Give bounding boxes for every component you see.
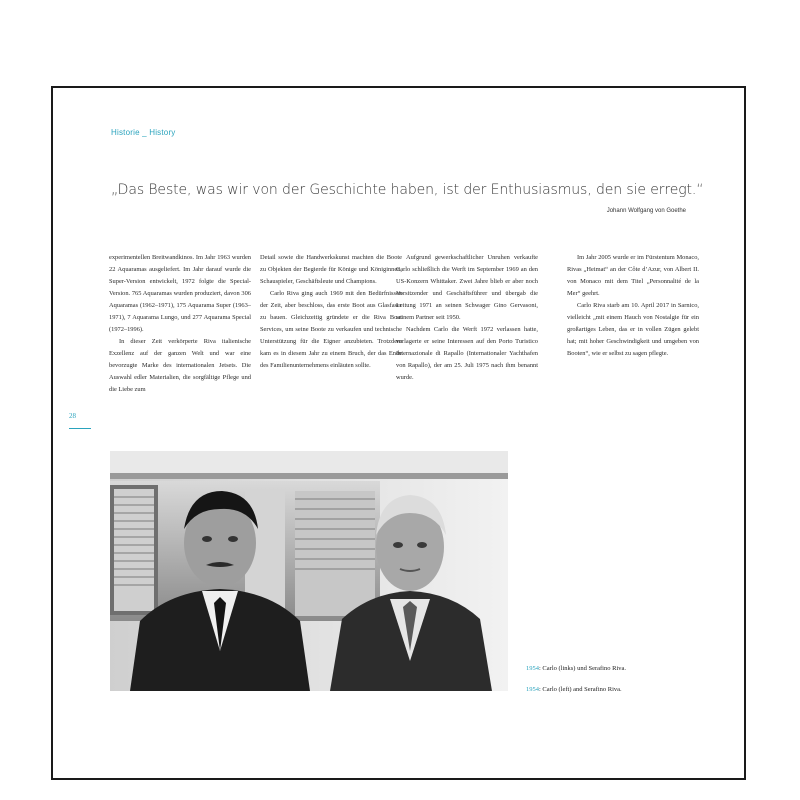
- caption-de: [526, 662, 646, 676]
- quote-author: Johann Wolfgang von Goethe: [606, 208, 686, 214]
- text-column-2: [260, 252, 402, 372]
- paragraph: Aufgrund gewerkschaftlicher Unruhen verkaufte Carlo schließlich die Werft im September 1969 an den US-Konzern Whittaker. Zwei Jahre blieb er aber noch Vorsitzender und Geschäftsführer und übergab die Leitung 1971 an seinen Schwager Gino Gervasoni, seinem Partner seit 1950.: [396, 254, 538, 321]
- paragraph: Detail sowie die Handwerkskunst machten die Boote zu Objekten der Begierde für Könige und Königinnen, Schauspieler, Geschäftsleute und Champions.: [260, 254, 402, 285]
- pull-quote: „Das Beste, was wir von der Geschichte haben, ist der Enthusiasmus, den sie erregt.“: [111, 182, 704, 198]
- page-number-rule: [69, 428, 91, 429]
- paragraph: Im Jahr 2005 wurde er im Fürstentum Monaco, Rivas „Heimat“ an der Côte d’Azur, von Albert II. von Monaco mit dem Titel „Personnalité de la Mer“ geehrt.: [567, 254, 699, 297]
- paragraph: In dieser Zeit verkörperte Riva italienische Exzellenz auf der ganzen Welt und war eine bevorzugte Marke des internationalen Jetsets. Die Auswahl edler Materialien, die sorgfältige Pflege und die Liebe zum: [109, 338, 251, 393]
- paragraph: Carlo Riva starb am 10. April 2017 in Sarnico, vielleicht „mit einem Hauch von Nostalgie für ein großartiges Leben, das er in vollen Zügen gelebt hat; mit hoher Geschwindigkeit und umgeben von Booten“, wie er selbst zu sagen pflegte.: [567, 302, 699, 357]
- text-column-3: [396, 252, 538, 384]
- document-page: [51, 86, 746, 780]
- paragraph: experimentellen Breitwandkinos. Im Jahr 1963 wurden 22 Aquaramas ausgeliefert. Im Jahr darauf wurde die Super-Version entwickelt, 1972 folgte die Special-Version. 765 Aquaramas wurden produziert, davon 306 Aquaramas (1962–1971), 175 Aquarama Super (1963–1971), 7 Aquarama Lungo, und 277 Aquarama Special (1972–1996).: [109, 254, 251, 333]
- caption-text: : Carlo (links) und Serafino Riva.: [539, 665, 627, 672]
- caption-en: [526, 683, 646, 697]
- text-column-4: [567, 252, 699, 360]
- caption-year: 1954: [526, 665, 539, 672]
- caption-year: 1954: [526, 686, 539, 693]
- section-header: Historie _ History: [111, 128, 176, 137]
- text-column-1: [109, 252, 251, 396]
- page-number: 28: [69, 412, 76, 420]
- paragraph: Carlo Riva ging auch 1969 mit den Bedürfnissen der Zeit, aber beschloss, das erste Boot aus Glasfaser zu bauen. Gleichzeitig gründete er die Riva Boat Services, um seine Boote zu verkaufen und technische Unterstützung für die Eigner anzubieten. Trotzdem kam es in diesem Jahr zu einem Bruch, der das Ende des Familienunternehmens einläuten sollte.: [260, 290, 402, 369]
- caption-text: : Carlo (left) and Serafino Riva.: [539, 686, 622, 693]
- paragraph: Nachdem Carlo die Werft 1972 verlassen hatte, verlagerte er seine Interessen auf den Porto Turistico Internazionale di Rapallo (Internationaler Yachthafen von Rapallo), der am 25. Juli 1975 nach ihm benannt wurde.: [396, 326, 538, 381]
- photo-caption: [526, 662, 646, 697]
- historical-photo: [110, 451, 508, 691]
- photo-illustration: [110, 451, 508, 691]
